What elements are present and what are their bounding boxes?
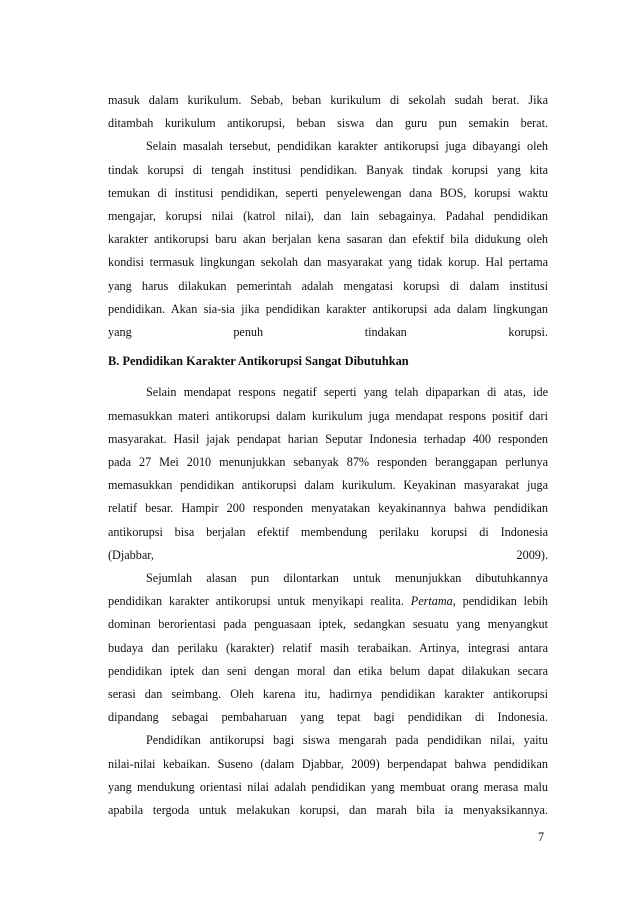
text-line: antikorupsi bisa berjalan efektif membendung perilaku korupsi di Indonesia bbox=[108, 524, 548, 539]
text-line: Selain masalah tersebut, pendidikan karakter antikorupsi juga dibayangi oleh bbox=[146, 139, 548, 154]
text-line: kondisi termasuk lingkungan sekolah dan masyarakat yang tidak korup. Hal pertama bbox=[108, 255, 548, 270]
text-line: masyarakat. Hasil jajak pendapat harian Seputar Indonesia terhadap 400 responden bbox=[108, 431, 549, 446]
text-segment: pendidikan karakter antikorupsi untuk menyikapi realita. bbox=[108, 594, 411, 609]
text-line bbox=[108, 590, 548, 613]
text-line: relatif besar. Hampir 200 responden menyatakan keyakinannya bahwa pendidikan bbox=[108, 501, 548, 516]
text-line: temukan di institusi pendidikan, seperti penyelewengan dana BOS, korupsi waktu bbox=[108, 185, 549, 200]
paragraph-5 bbox=[108, 729, 548, 822]
text-line: serasi dan seimbang. Oleh karena itu, hadirnya pendidikan karakter antikorupsi bbox=[108, 687, 548, 702]
text-line: pendidikan iptek dan seni dengan moral dan etika belum dapat dilakukan secara bbox=[108, 663, 549, 678]
text-line: memasukkan pendidikan antikorupsi dalam kurikulum. Keyakinan masyarakat juga bbox=[108, 478, 548, 493]
text-line: apabila tergoda untuk melakukan korupsi, dan marah bila ia menyaksikannya. bbox=[108, 803, 548, 818]
text-line: dipandang sebagai pembaharuan yang tepat bagi pendidikan di Indonesia. bbox=[108, 710, 548, 725]
text-line: Pendidikan antikorupsi bagi siswa mengarah pada pendidikan nilai, yaitu bbox=[146, 733, 549, 748]
text-line: pada 27 Mei 2010 menunjukkan sebanyak 87% responden beranggapan perlunya bbox=[108, 455, 549, 470]
text-line: Selain mendapat respons negatif seperti yang telah dipaparkan di atas, ide bbox=[146, 385, 548, 400]
text-line: pendidikan. Akan sia-sia jika pendidikan karakter antikorupsi ada dalam lingkungan bbox=[108, 301, 548, 316]
text-line: yang penuh tindakan korupsi. bbox=[108, 325, 548, 340]
text-line: mengajar, korupsi nilai (katrol nilai), dan lain sebagainya. Padahal pendidikan bbox=[108, 209, 548, 224]
text-line: memasukkan materi antikorupsi dalam kurikulum juga mendapat respons positif dari bbox=[108, 408, 548, 423]
text-line: ditambah kurikulum antikorupsi, beban siswa dan guru pun semakin berat. bbox=[108, 116, 548, 131]
text-line: tindak korupsi di tengah institusi pendidikan. Banyak tindak korupsi yang kita bbox=[108, 162, 548, 177]
text-line: nilai-nilai kebaikan. Suseno (dalam Djabbar, 2009) berpendapat bahwa pendidikan bbox=[108, 756, 548, 771]
text-segment: , pendidikan lebih bbox=[452, 594, 549, 609]
text-line: masuk dalam kurikulum. Sebab, beban kurikulum di sekolah sudah berat. Jika bbox=[108, 93, 548, 107]
section-heading: B. Pendidikan Karakter Antikorupsi Sangat Dibutuhkan bbox=[108, 354, 409, 369]
text-line: dominan berorientasi pada penguasaan iptek, sedangkan sesuatu yang menyangkut bbox=[108, 617, 548, 632]
paragraph-4 bbox=[108, 567, 548, 729]
text-line: Sejumlah alasan pun dilontarkan untuk menunjukkan dibutuhkannya bbox=[146, 571, 548, 586]
text-line: yang harus dilakukan pemerintah adalah mengatasi korupsi di dalam institusi bbox=[108, 278, 549, 293]
text-line: karakter antikorupsi baru akan berjalan kena sasaran dan efektif bila didukung oleh bbox=[108, 232, 548, 247]
emphasis-text: Pertama bbox=[410, 594, 453, 609]
text-line: (Djabbar, 2009). bbox=[108, 547, 548, 562]
text-line: budaya dan perilaku (karakter) relatif masih terabaikan. Artinya, integrasi antara bbox=[108, 640, 549, 655]
page-number: 7 bbox=[538, 830, 545, 844]
paragraph-1 bbox=[108, 89, 548, 135]
paragraph-2 bbox=[108, 135, 548, 344]
text-line: yang mendukung orientasi nilai adalah pendidikan yang membuat orang merasa malu bbox=[108, 779, 548, 794]
paragraph-3 bbox=[108, 381, 548, 567]
page-content bbox=[108, 89, 548, 822]
